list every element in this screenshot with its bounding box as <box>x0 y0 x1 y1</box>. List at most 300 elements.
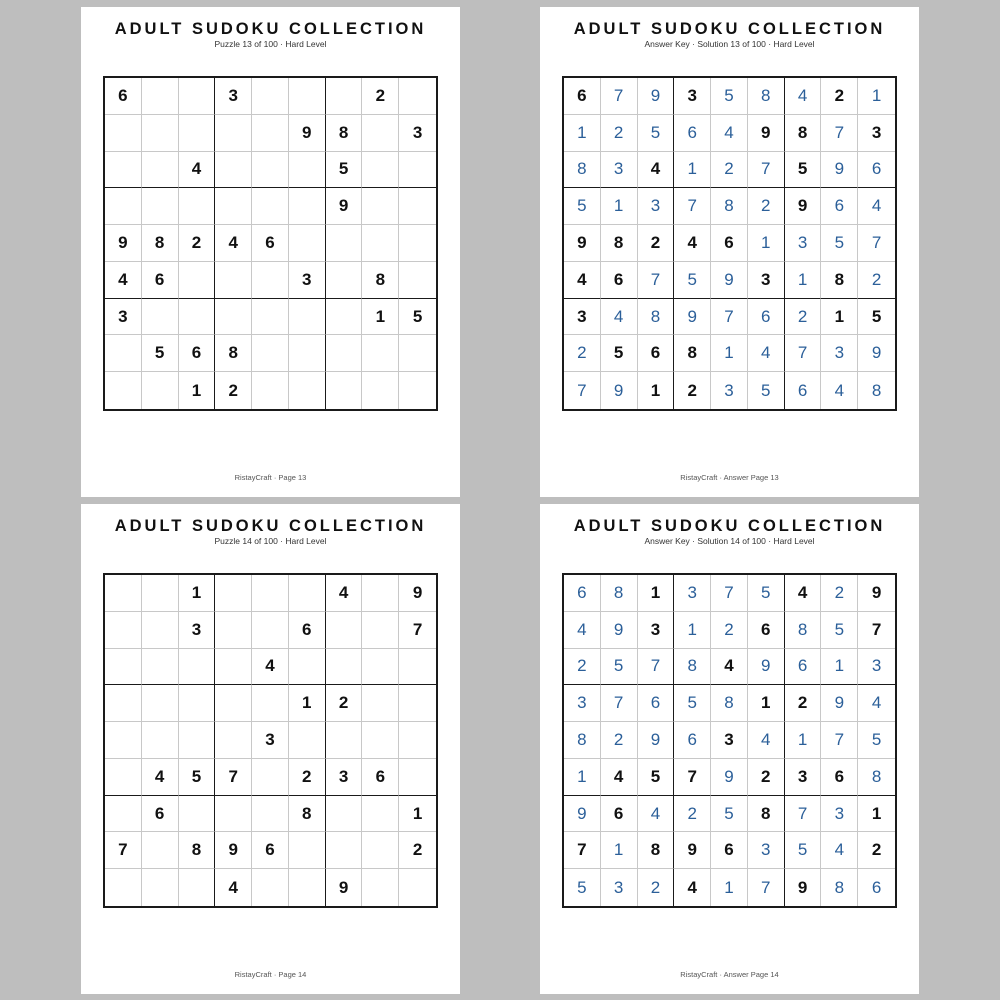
sudoku-cell <box>142 152 179 189</box>
sudoku-cell: 5 <box>748 575 785 612</box>
sudoku-cell: 3 <box>399 115 436 152</box>
sudoku-cell: 2 <box>821 78 858 115</box>
sudoku-cell <box>142 372 179 409</box>
sudoku-cell: 1 <box>674 152 711 189</box>
sudoku-cell <box>252 299 289 336</box>
sudoku-cell: 3 <box>638 188 675 225</box>
sudoku-cell <box>326 225 363 262</box>
sudoku-cell <box>105 115 142 152</box>
sudoku-cell: 9 <box>858 335 895 372</box>
sudoku-cell: 5 <box>601 335 638 372</box>
sudoku-cell: 3 <box>711 722 748 759</box>
sudoku-cell: 6 <box>711 225 748 262</box>
sudoku-cell: 9 <box>215 832 252 869</box>
sudoku-cell: 3 <box>785 759 822 796</box>
sudoku-cell: 3 <box>821 796 858 833</box>
sudoku-cell: 9 <box>601 372 638 409</box>
sudoku-cell <box>252 759 289 796</box>
sudoku-cell: 8 <box>871 380 882 400</box>
sudoku-cell: 3 <box>326 759 363 796</box>
sudoku-cell <box>289 225 326 262</box>
sudoku-cell: 9 <box>785 869 822 906</box>
sudoku-cell <box>215 299 252 336</box>
sudoku-cell <box>399 262 436 299</box>
sudoku-cell: 8 <box>674 649 711 686</box>
page-title: ADULT SUDOKU COLLECTION <box>573 517 886 535</box>
sudoku-cell <box>289 372 326 409</box>
sudoku-cell <box>105 649 142 686</box>
sudoku-cell <box>362 685 399 722</box>
sudoku-cell: 3 <box>674 575 711 612</box>
sudoku-cell: 6 <box>142 796 179 833</box>
sudoku-cell: 8 <box>362 262 399 299</box>
sudoku-cell <box>326 78 363 115</box>
sudoku-cell: 6 <box>564 78 601 115</box>
sudoku-cell: 8 <box>674 335 711 372</box>
sudoku-cell: 4 <box>638 796 675 833</box>
sudoku-cell: 7 <box>601 685 638 722</box>
sudoku-cell: 9 <box>711 759 748 796</box>
sudoku-cell <box>105 796 142 833</box>
sudoku-cell <box>326 612 363 649</box>
puzzle-page-14 <box>81 504 460 994</box>
sudoku-cell: 5 <box>821 612 858 649</box>
sudoku-cell <box>105 188 142 225</box>
sudoku-cell: 1 <box>821 299 858 336</box>
sudoku-cell: 3 <box>215 78 252 115</box>
sudoku-cell <box>399 188 436 225</box>
sudoku-grid <box>103 573 438 908</box>
sudoku-cell <box>215 152 252 189</box>
sudoku-cell: 5 <box>326 152 363 189</box>
sudoku-cell <box>252 152 289 189</box>
sudoku-cell <box>142 832 179 869</box>
sudoku-cell: 7 <box>638 649 675 686</box>
sudoku-cell: 6 <box>748 299 785 336</box>
sudoku-cell <box>142 575 179 612</box>
sudoku-cell <box>289 335 326 372</box>
sudoku-cell: 9 <box>821 685 858 722</box>
sudoku-cell <box>289 832 326 869</box>
sudoku-cell <box>215 115 252 152</box>
sudoku-cell: 6 <box>711 832 748 869</box>
sudoku-cell: 1 <box>821 649 858 686</box>
sudoku-cell <box>289 649 326 686</box>
sudoku-cell <box>399 225 436 262</box>
sudoku-cell: 9 <box>785 188 822 225</box>
sudoku-cell: 8 <box>326 115 363 152</box>
sudoku-cell: 8 <box>858 759 895 796</box>
sudoku-cell <box>179 188 216 225</box>
sudoku-cell <box>142 869 179 906</box>
sudoku-cell: 3 <box>858 115 895 152</box>
sudoku-cell: 3 <box>748 832 785 869</box>
sudoku-cell <box>399 869 436 906</box>
sudoku-cell: 1 <box>638 575 675 612</box>
sudoku-cell <box>289 299 326 336</box>
sudoku-solution-grid <box>562 573 897 908</box>
sudoku-cell: 7 <box>785 335 822 372</box>
sudoku-cell <box>399 759 436 796</box>
sudoku-cell: 6 <box>821 188 858 225</box>
sudoku-cell: 3 <box>179 612 216 649</box>
sudoku-cell: 3 <box>289 262 326 299</box>
sudoku-cell <box>215 262 252 299</box>
sudoku-cell: 4 <box>179 152 216 189</box>
sudoku-cell: 1 <box>785 722 822 759</box>
sudoku-cell: 2 <box>858 262 895 299</box>
sudoku-cell: 6 <box>179 335 216 372</box>
sudoku-cell <box>362 188 399 225</box>
sudoku-cell: 4 <box>601 299 638 336</box>
sudoku-cell: 3 <box>252 722 289 759</box>
sudoku-cell <box>105 575 142 612</box>
sudoku-cell <box>142 685 179 722</box>
sudoku-cell <box>289 575 326 612</box>
sudoku-cell: 7 <box>858 225 895 262</box>
sudoku-cell <box>362 869 399 906</box>
sudoku-cell: 6 <box>105 78 142 115</box>
sudoku-cell <box>179 299 216 336</box>
sudoku-cell: 6 <box>871 877 882 897</box>
sudoku-cell: 5 <box>399 299 436 336</box>
sudoku-cell: 6 <box>785 372 822 409</box>
sudoku-cell: 8 <box>179 832 216 869</box>
sudoku-cell: 7 <box>564 832 601 869</box>
sudoku-cell: 2 <box>638 225 675 262</box>
sudoku-cell <box>362 649 399 686</box>
sudoku-cell: 7 <box>858 612 895 649</box>
sudoku-cell: 6 <box>638 685 675 722</box>
page-footer: RistayCraft · Answer Page 13 <box>680 473 779 482</box>
sudoku-cell: 8 <box>638 299 675 336</box>
sudoku-cell: 2 <box>711 612 748 649</box>
sudoku-cell <box>215 612 252 649</box>
sudoku-cell <box>399 372 436 409</box>
sudoku-cell: 8 <box>215 335 252 372</box>
sudoku-cell: 1 <box>785 262 822 299</box>
sudoku-cell: 4 <box>748 335 785 372</box>
sudoku-cell <box>179 722 216 759</box>
sudoku-cell <box>362 372 399 409</box>
page-title: ADULT SUDOKU COLLECTION <box>573 20 886 38</box>
sudoku-cell <box>326 722 363 759</box>
page-subtitle: Puzzle 14 of 100 · Hard Level <box>214 536 327 546</box>
sudoku-cell <box>179 115 216 152</box>
sudoku-solution-grid <box>562 76 897 411</box>
sudoku-cell: 8 <box>748 78 785 115</box>
sudoku-cell <box>326 372 363 409</box>
sudoku-cell <box>289 188 326 225</box>
sudoku-cell: 5 <box>711 78 748 115</box>
sudoku-cell <box>362 722 399 759</box>
sudoku-cell <box>105 612 142 649</box>
sudoku-cell: 4 <box>711 115 748 152</box>
sudoku-cell <box>142 115 179 152</box>
sudoku-cell: 1 <box>399 796 436 833</box>
sudoku-cell <box>252 869 289 906</box>
sudoku-cell: 7 <box>821 115 858 152</box>
sudoku-cell: 9 <box>858 575 895 612</box>
sudoku-cell: 6 <box>858 152 895 189</box>
sudoku-cell: 8 <box>564 152 601 189</box>
sudoku-cell: 9 <box>711 262 748 299</box>
answer-page-14 <box>540 504 919 994</box>
sudoku-cell <box>142 612 179 649</box>
sudoku-cell: 1 <box>638 372 675 409</box>
sudoku-cell: 6 <box>601 796 638 833</box>
sudoku-cell: 6 <box>142 262 179 299</box>
page-subtitle: Answer Key · Solution 13 of 100 · Hard Level <box>644 39 815 49</box>
sudoku-cell: 5 <box>179 759 216 796</box>
sudoku-cell: 1 <box>858 78 895 115</box>
sudoku-cell: 7 <box>399 612 436 649</box>
sudoku-cell: 4 <box>674 869 711 906</box>
sudoku-cell <box>252 612 289 649</box>
sudoku-cell: 3 <box>674 78 711 115</box>
sudoku-cell: 2 <box>785 299 822 336</box>
sudoku-cell: 5 <box>785 832 822 869</box>
sudoku-cell <box>252 372 289 409</box>
sudoku-cell: 2 <box>564 335 601 372</box>
sudoku-cell: 2 <box>785 685 822 722</box>
sudoku-cell <box>252 115 289 152</box>
sudoku-cell: 2 <box>821 575 858 612</box>
sudoku-cell: 3 <box>858 649 895 686</box>
sudoku-cell: 4 <box>215 869 252 906</box>
sudoku-cell: 9 <box>748 649 785 686</box>
sudoku-cell: 4 <box>674 225 711 262</box>
sudoku-cell: 4 <box>821 832 858 869</box>
sudoku-cell: 5 <box>785 152 822 189</box>
sudoku-cell <box>289 722 326 759</box>
sudoku-cell: 6 <box>748 612 785 649</box>
sudoku-cell <box>142 78 179 115</box>
sudoku-cell: 9 <box>105 225 142 262</box>
sudoku-cell: 8 <box>821 262 858 299</box>
sudoku-cell: 4 <box>105 262 142 299</box>
sudoku-cell: 8 <box>711 685 748 722</box>
sudoku-cell: 2 <box>858 832 895 869</box>
sudoku-cell: 4 <box>215 225 252 262</box>
sudoku-cell: 7 <box>785 796 822 833</box>
sudoku-cell: 9 <box>821 152 858 189</box>
sudoku-cell: 3 <box>564 685 601 722</box>
sudoku-cell: 2 <box>215 372 252 409</box>
sudoku-cell <box>326 832 363 869</box>
sudoku-cell: 6 <box>674 115 711 152</box>
sudoku-cell: 5 <box>674 262 711 299</box>
sudoku-cell: 9 <box>326 188 363 225</box>
sudoku-cell: 9 <box>601 612 638 649</box>
sudoku-cell: 3 <box>711 372 748 409</box>
sudoku-cell: 9 <box>564 796 601 833</box>
sudoku-cell: 7 <box>215 759 252 796</box>
sudoku-cell <box>362 832 399 869</box>
sudoku-cell: 9 <box>674 299 711 336</box>
sudoku-cell: 2 <box>748 188 785 225</box>
sudoku-cell: 4 <box>858 188 895 225</box>
sudoku-cell: 5 <box>638 759 675 796</box>
sudoku-cell: 1 <box>179 372 216 409</box>
sudoku-cell: 2 <box>399 832 436 869</box>
sudoku-cell: 5 <box>821 225 858 262</box>
sudoku-cell: 5 <box>601 649 638 686</box>
sudoku-cell: 6 <box>601 262 638 299</box>
sudoku-cell: 4 <box>785 575 822 612</box>
sudoku-cell <box>362 225 399 262</box>
sudoku-cell: 1 <box>179 575 216 612</box>
sudoku-cell: 2 <box>674 796 711 833</box>
sudoku-cell: 1 <box>711 869 748 906</box>
sudoku-cell: 8 <box>601 575 638 612</box>
sudoku-cell: 2 <box>362 78 399 115</box>
sudoku-cell: 9 <box>674 832 711 869</box>
sudoku-cell: 5 <box>858 299 895 336</box>
sudoku-cell: 3 <box>564 299 601 336</box>
sudoku-cell <box>179 685 216 722</box>
sudoku-cell <box>215 685 252 722</box>
sudoku-cell: 1 <box>748 225 785 262</box>
sudoku-cell: 8 <box>748 796 785 833</box>
sudoku-cell: 8 <box>601 225 638 262</box>
sudoku-cell: 1 <box>748 685 785 722</box>
sudoku-cell: 3 <box>748 262 785 299</box>
sudoku-cell: 9 <box>638 722 675 759</box>
sudoku-cell <box>362 115 399 152</box>
sudoku-cell <box>105 759 142 796</box>
sudoku-grid <box>103 76 438 411</box>
sudoku-cell: 7 <box>821 722 858 759</box>
sudoku-cell: 2 <box>564 649 601 686</box>
sudoku-cell <box>399 722 436 759</box>
sudoku-cell: 1 <box>674 612 711 649</box>
sudoku-cell: 1 <box>711 335 748 372</box>
sudoku-cell: 9 <box>289 115 326 152</box>
sudoku-cell <box>252 685 289 722</box>
sudoku-cell <box>179 262 216 299</box>
sudoku-cell: 1 <box>858 796 895 833</box>
sudoku-cell: 3 <box>785 225 822 262</box>
sudoku-cell: 9 <box>399 575 436 612</box>
sudoku-cell: 6 <box>564 575 601 612</box>
sudoku-cell <box>215 575 252 612</box>
sudoku-cell <box>105 335 142 372</box>
sudoku-cell: 4 <box>601 759 638 796</box>
sudoku-cell <box>252 796 289 833</box>
sudoku-cell: 5 <box>638 115 675 152</box>
sudoku-cell: 8 <box>564 722 601 759</box>
page-footer: RistayCraft · Answer Page 14 <box>680 970 779 979</box>
sudoku-cell: 4 <box>564 262 601 299</box>
sudoku-cell: 8 <box>785 115 822 152</box>
sudoku-cell: 5 <box>711 796 748 833</box>
answer-page-13 <box>540 7 919 497</box>
sudoku-cell <box>362 575 399 612</box>
sudoku-cell <box>399 152 436 189</box>
sudoku-cell <box>326 335 363 372</box>
sudoku-cell <box>105 685 142 722</box>
sudoku-cell <box>399 335 436 372</box>
sudoku-cell: 6 <box>785 649 822 686</box>
sudoku-cell: 8 <box>289 796 326 833</box>
sudoku-cell <box>326 262 363 299</box>
sudoku-cell <box>289 78 326 115</box>
sudoku-cell: 1 <box>601 832 638 869</box>
sudoku-cell: 9 <box>748 115 785 152</box>
sudoku-cell <box>326 299 363 336</box>
sudoku-cell <box>215 188 252 225</box>
sudoku-cell <box>362 612 399 649</box>
sudoku-cell <box>362 152 399 189</box>
sudoku-cell: 4 <box>748 722 785 759</box>
sudoku-cell <box>215 722 252 759</box>
sudoku-cell: 7 <box>748 152 785 189</box>
sudoku-cell: 5 <box>564 188 601 225</box>
sudoku-cell: 4 <box>326 575 363 612</box>
sudoku-cell <box>399 649 436 686</box>
sudoku-cell: 8 <box>711 188 748 225</box>
sudoku-cell: 6 <box>252 832 289 869</box>
sudoku-cell: 2 <box>601 722 638 759</box>
sudoku-cell <box>105 372 142 409</box>
sudoku-cell: 6 <box>362 759 399 796</box>
sudoku-cell: 6 <box>638 335 675 372</box>
sudoku-cell: 6 <box>289 612 326 649</box>
sudoku-cell: 2 <box>289 759 326 796</box>
sudoku-cell: 7 <box>711 299 748 336</box>
sudoku-cell: 4 <box>638 152 675 189</box>
sudoku-cell: 7 <box>674 759 711 796</box>
sudoku-cell: 4 <box>252 649 289 686</box>
sudoku-cell: 2 <box>326 685 363 722</box>
sudoku-cell <box>142 299 179 336</box>
sudoku-cell <box>252 78 289 115</box>
sudoku-cell <box>142 722 179 759</box>
sudoku-cell: 4 <box>142 759 179 796</box>
puzzle-page-13 <box>81 7 460 497</box>
sudoku-cell: 1 <box>289 685 326 722</box>
sudoku-cell: 2 <box>711 152 748 189</box>
sudoku-cell: 7 <box>105 832 142 869</box>
sudoku-cell: 8 <box>142 225 179 262</box>
sudoku-cell: 3 <box>601 152 638 189</box>
sudoku-cell <box>252 262 289 299</box>
sudoku-cell <box>215 649 252 686</box>
sudoku-cell: 4 <box>564 612 601 649</box>
sudoku-cell: 2 <box>674 372 711 409</box>
sudoku-cell: 5 <box>858 722 895 759</box>
sudoku-cell <box>362 335 399 372</box>
page-title: ADULT SUDOKU COLLECTION <box>114 20 427 38</box>
sudoku-cell: 5 <box>748 372 785 409</box>
sudoku-cell: 4 <box>821 372 858 409</box>
sudoku-cell: 1 <box>362 299 399 336</box>
sudoku-cell: 3 <box>601 869 638 906</box>
sudoku-cell <box>289 869 326 906</box>
sudoku-cell <box>179 649 216 686</box>
sudoku-cell: 8 <box>821 869 858 906</box>
sudoku-cell <box>105 869 142 906</box>
sudoku-cell: 5 <box>564 869 601 906</box>
sudoku-cell: 1 <box>564 759 601 796</box>
sudoku-cell <box>399 78 436 115</box>
sudoku-cell: 2 <box>748 759 785 796</box>
page-subtitle: Answer Key · Solution 14 of 100 · Hard Level <box>644 536 815 546</box>
sudoku-cell: 2 <box>179 225 216 262</box>
sudoku-cell: 7 <box>674 188 711 225</box>
sudoku-cell: 7 <box>711 575 748 612</box>
